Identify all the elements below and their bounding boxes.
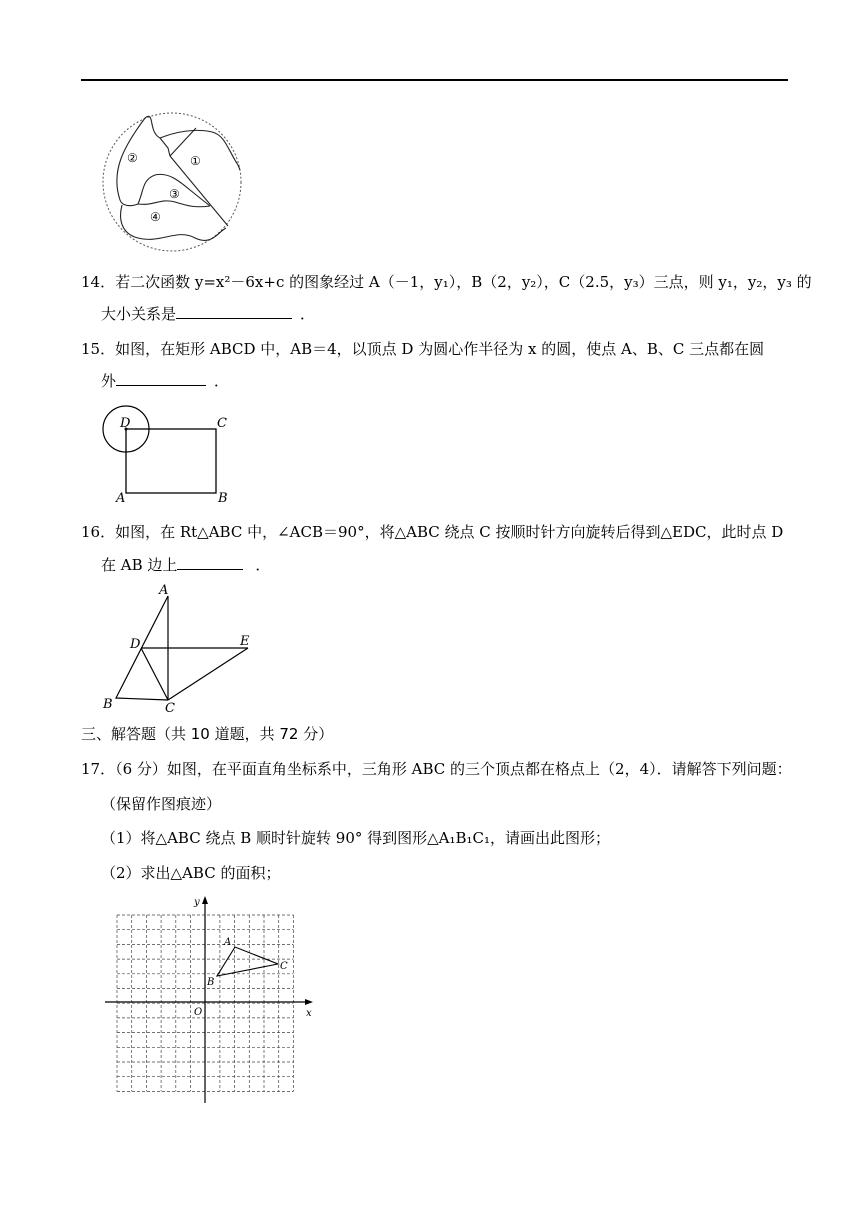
- q17-part2: （2）求出△ABC 的面积；: [101, 864, 281, 882]
- q15-label-c: C: [217, 416, 227, 431]
- q16-label-c: C: [165, 701, 175, 716]
- q17-axis-y-label: y: [194, 897, 200, 908]
- q17-label-a: A: [224, 937, 232, 948]
- q14-line1: [81, 272, 812, 292]
- q15-prefix: 外: [101, 372, 117, 390]
- q16-label-b: B: [103, 697, 113, 712]
- q15-label-b: B: [218, 491, 228, 506]
- q15-line2: [101, 371, 229, 391]
- q15-line1: [81, 339, 764, 359]
- q15-rectangle-figure: [100, 405, 240, 505]
- q15-suffix: ．: [214, 372, 230, 390]
- q14-text: 若二次函数 y=x²－6x+c 的图象经过 A（－1，y₁），B（2，y₂），C（2.5，y₃）三点，则 y₁，y₂，y₃ 的: [115, 273, 812, 291]
- q13-region-1: ①: [190, 154, 201, 168]
- q16-label-d: D: [130, 637, 141, 652]
- q15-text: 如图，在矩形 ABCD 中，AB＝4，以顶点 D 为圆心作半径为 x 的圆，使点 A、B、C 三点都在圆: [115, 340, 765, 358]
- q16-line1: [81, 522, 783, 542]
- q15-answer-blank[interactable]: [116, 371, 206, 386]
- q16-line2: [101, 555, 270, 575]
- q17-label-c: C: [280, 961, 288, 972]
- q17-text: （6 分）如图，在平面直角坐标系中，三角形 ABC 的三个顶点都在格点上（2，4）．请解答下列问题：: [115, 760, 792, 778]
- q17-line1: [81, 759, 792, 779]
- q15-number: 15．: [81, 340, 116, 358]
- q14-answer-blank[interactable]: [176, 304, 292, 319]
- q17-axis-x-label: x: [306, 1008, 312, 1019]
- section3-heading: 三、解答题（共 10 道题，共 72 分）: [81, 725, 334, 743]
- q17-number: 17．: [81, 760, 116, 778]
- q17-label-b: B: [207, 977, 215, 988]
- q16-prefix: 在 AB 边上: [101, 556, 178, 574]
- q17-origin-label: O: [194, 1007, 203, 1018]
- q16-triangle-figure: [100, 582, 260, 717]
- q14-prefix: 大小关系是: [101, 305, 177, 323]
- q16-suffix: ．: [255, 556, 271, 574]
- q17-part1: （1）将△ABC 绕点 B 顺时针旋转 90° 得到图形△A₁B₁C₁，请画出此图形；: [101, 829, 611, 847]
- q16-text: 如图，在 Rt△ABC 中，∠ACB＝90°，将△ABC 绕点 C 按顺时针方向旋转后得到△EDC，此时点 D: [115, 523, 784, 541]
- q13-circle-figure: [100, 110, 245, 255]
- q16-answer-blank[interactable]: [177, 555, 243, 570]
- q14-number: 14．: [81, 273, 116, 291]
- q17-coordinate-grid: [100, 895, 320, 1110]
- q15-label-d: D: [120, 416, 131, 431]
- header-rule: [81, 79, 788, 81]
- q16-label-a: A: [159, 583, 169, 598]
- q14-line2: [101, 304, 315, 324]
- q13-region-3: ③: [169, 187, 180, 201]
- q13-region-2: ②: [127, 151, 138, 165]
- q16-number: 16．: [81, 523, 116, 541]
- q16-label-e: E: [240, 634, 250, 649]
- q13-region-4: ④: [150, 210, 161, 224]
- q14-suffix: ．: [300, 305, 316, 323]
- q15-label-a: A: [116, 491, 126, 506]
- q17-line2: （保留作图痕迹）: [101, 795, 222, 813]
